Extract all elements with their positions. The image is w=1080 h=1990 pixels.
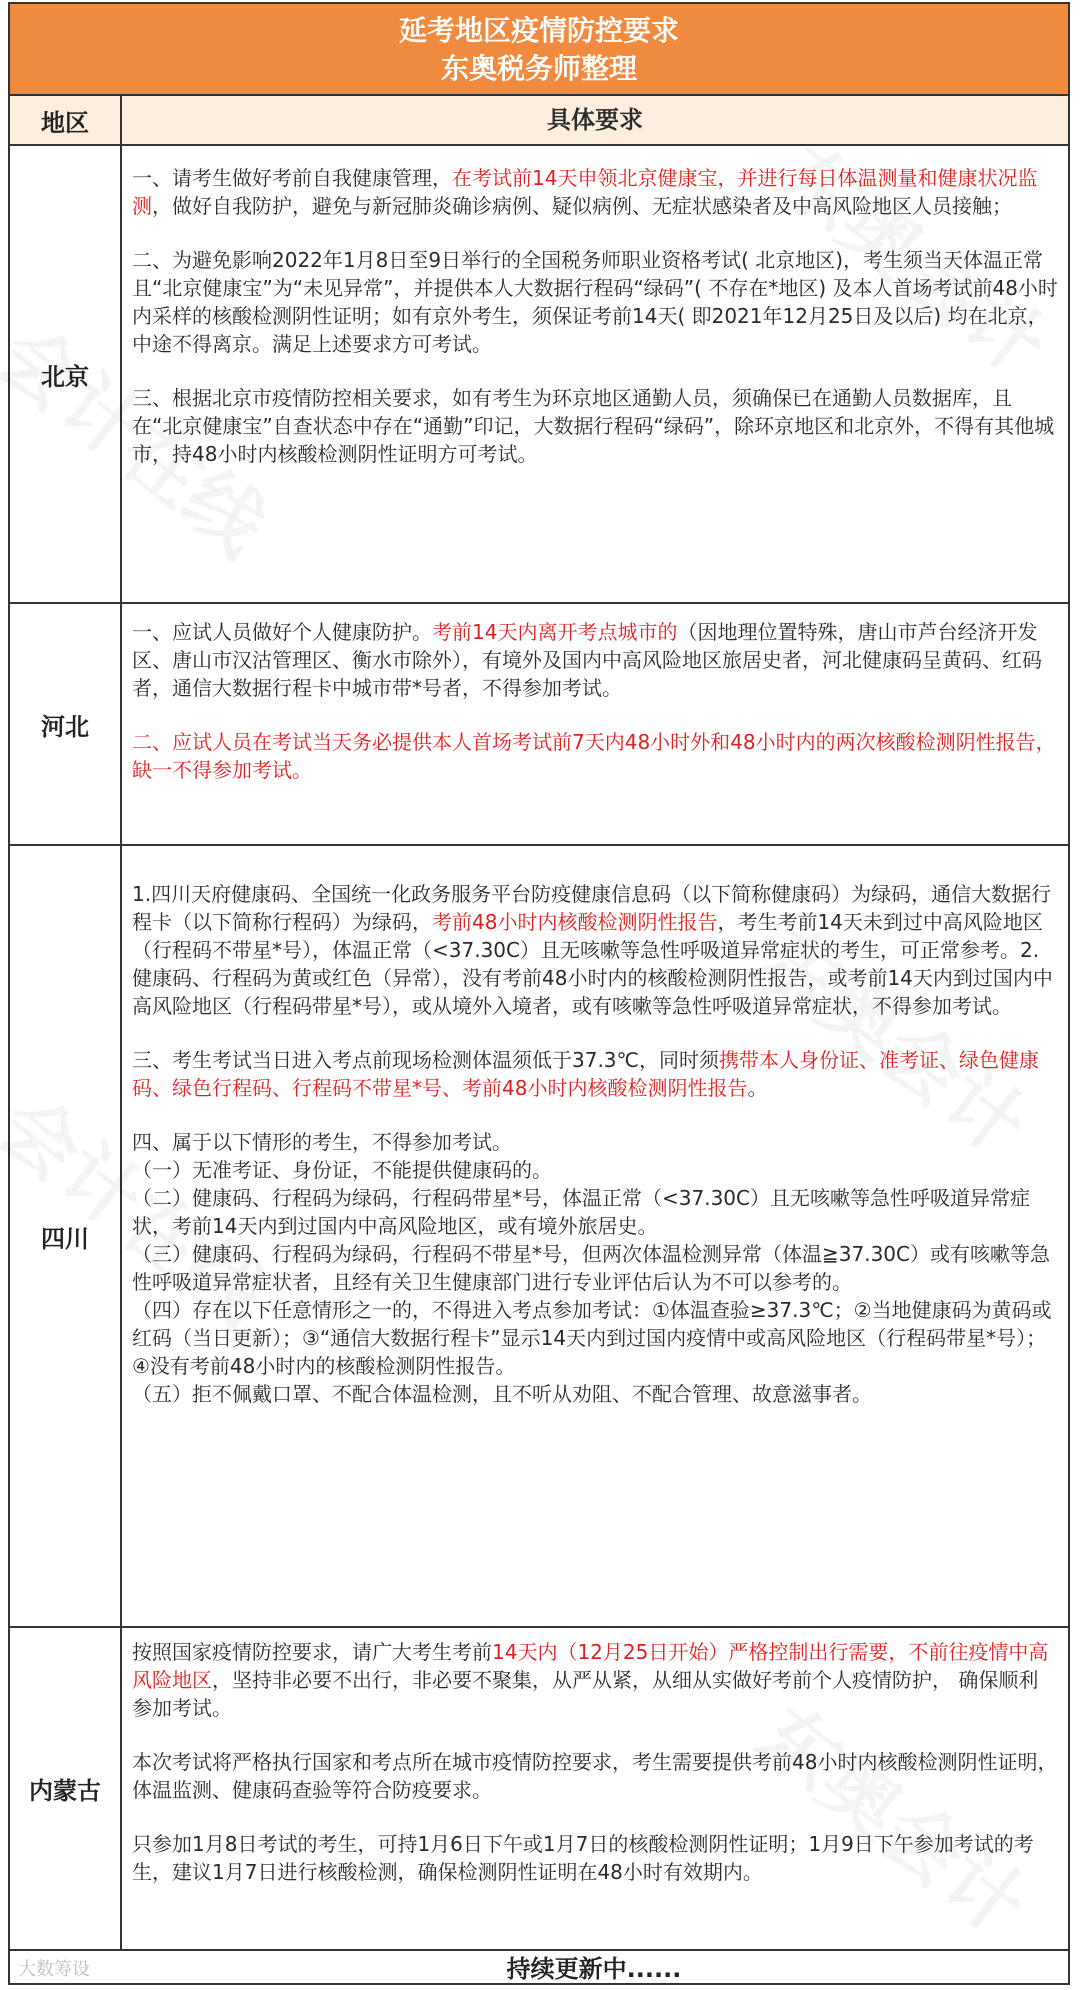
paragraph: 只参加1月8日考试的考生，可持1月6日下午或1月7日的核酸检测阴性证明；1月9日下午参加考试的考生，建议1月7日进行核酸检测，确保检测阴性证明在48小时有效期内。: [132, 1832, 1034, 1884]
list-item: （三）健康码、行程码为绿码，行程码不带星*号，但两次体温检测异常（体温≧37.30C）或有咳嗽等急性呼吸道异常症状者，且经有关卫生健康部门进行专业评估后认为不可以参考的。: [132, 1242, 1050, 1294]
list-item: （二）健康码、行程码为绿码，行程码带星*号，体温正常（<37.30C）且无咳嗽等急性呼吸道异常症状，考前14天内到过国内中高风险地区，或有境外旅居史。: [132, 1186, 1030, 1238]
row-hebei: [10, 604, 1068, 846]
list-item: （四）存在以下任意情形之一的，不得进入考点参加考试：①体温查验≥37.3℃；②当地健康码为黄码或红码（当日更新）；③“通信大数据行程卡”显示14天内到过国内疫情中或高风险地区（行程码带星*号）；④没有考前48小时内的核酸检测阴性报告。: [132, 1298, 1052, 1378]
source-logo: 大数筹设: [18, 1959, 90, 1980]
requirements-table: [8, 2, 1070, 1985]
paragraph: 一、应试人员做好个人健康防护。考前14天内离开考点城市的（因地理位置特殊，唐山市芦台经济开发区、唐山市汉沽管理区、衡水市除外），有境外及国内中高风险地区旅居史者，河北健康码呈黄码、红码者，通信大数据行程卡中城市带*号者，不得参加考试。: [132, 620, 1042, 700]
paragraph: 四、属于以下情形的考生，不得参加考试。: [132, 1130, 512, 1154]
requirements-cell: [120, 846, 1068, 1626]
list-item: （五）拒不佩戴口罩、不配合体温检测，且不听从劝阻、不配合管理、故意滋事者。: [132, 1382, 872, 1406]
paragraph: 二、应试人员在考试当天务必提供本人首场考试前7天内48小时外和48小时内的两次核酸检测阴性报告，缺一不得参加考试。: [132, 730, 1056, 782]
table-header: [10, 96, 1068, 146]
requirements-cell: [120, 1628, 1068, 1949]
title-line-2: 东奥税务师整理: [440, 52, 637, 85]
table-title: [10, 4, 1068, 96]
footer-text: 持续更新中......: [506, 1954, 682, 1983]
title-line-1: 延考地区疫情防控要求: [398, 14, 679, 47]
paragraph: 一、请考生做好考前自我健康管理，在考试前14天申领北京健康宝，并进行每日体温测量和健康状况监测，做好自我防护，避免与新冠肺炎确诊病例、疑似病例、无症状感染者及中高风险地区人员接触；: [132, 166, 1038, 218]
row-beijing: [10, 146, 1068, 604]
row-sichuan: [10, 846, 1068, 1628]
requirements-cell: [120, 146, 1068, 602]
paragraph: 二、为避免影响2022年1月8日至9日举行的全国税务师职业资格考试( 北京地区)，考生须当天体温正常且“北京健康宝”为“未见异常”，并提供本人大数据行程码“绿码”( 不存在*地区) 及本人首场考试前48小时内采样的核酸检测阴性证明；如有京外考生，须保证考前14天( 即2021年12月25日及以后) 均在北京，中途不得离京。满足上述要求方可考试。: [132, 248, 1058, 356]
header-region: 地区: [41, 108, 89, 137]
paragraph: 按照国家疫情防控要求，请广大考生考前14天内（12月25日开始）严格控制出行需要，不前往疫情中高风险地区，坚持非必要不出行，非必要不聚集，从严从紧，从细从实做好考前个人疫情防护， 确保顺利参加考试。: [132, 1640, 1049, 1720]
paragraph: 1.四川天府健康码、全国统一化政务服务平台防疫健康信息码（以下简称健康码）为绿码，通信大数据行程卡（以下简称行程码）为绿码，考前48小时内核酸检测阴性报告，考生考前14天未到过中高风险地区（行程码不带星*号），体温正常（<37.30C）且无咳嗽等急性呼吸道异常症状的考生，可正常参考。2.健康码、行程码为黄或红色（异常），没有考前48小时内的核酸检测阴性报告，或考前14天内到过国内中高风险地区（行程码带星*号），或从境外入境者，或有咳嗽等急性呼吸道异常症状，不得参加考试。: [132, 882, 1053, 1018]
paragraph: 三、根据北京市疫情防控相关要求，如有考生为环京地区通勤人员，须确保已在通勤人员数据库，且在“北京健康宝”自查状态中存在“通勤”印记，大数据行程码“绿码”，除环京地区和北京外，不得有其他城市，持48小时内核酸检测阴性证明方可考试。: [132, 386, 1055, 466]
row-neimenggu: [10, 1628, 1068, 1951]
header-requirements: 具体要求: [120, 96, 1068, 144]
region-label: 四川: [41, 1224, 89, 1253]
region-label: 河北: [41, 712, 89, 741]
region-label: 内蒙古: [29, 1777, 101, 1805]
paragraph: 本次考试将严格执行国家和考点所在城市疫情防控要求，考生需要提供考前48小时内核酸检测阴性证明，体温监测、健康码查验等符合防疫要求。: [132, 1750, 1058, 1802]
table-footer: [10, 1949, 1068, 1983]
region-label: 北京: [41, 362, 89, 391]
list-item: （一）无准考证、身份证，不能提供健康码的。: [132, 1158, 552, 1182]
requirements-cell: [120, 604, 1068, 844]
paragraph: 三、考生考试当日进入考点前现场检测体温须低于37.3℃，同时须携带本人身份证、准考证、绿色健康码、绿色行程码、行程码不带星*号、考前48小时内核酸检测阴性报告。: [132, 1048, 1039, 1100]
